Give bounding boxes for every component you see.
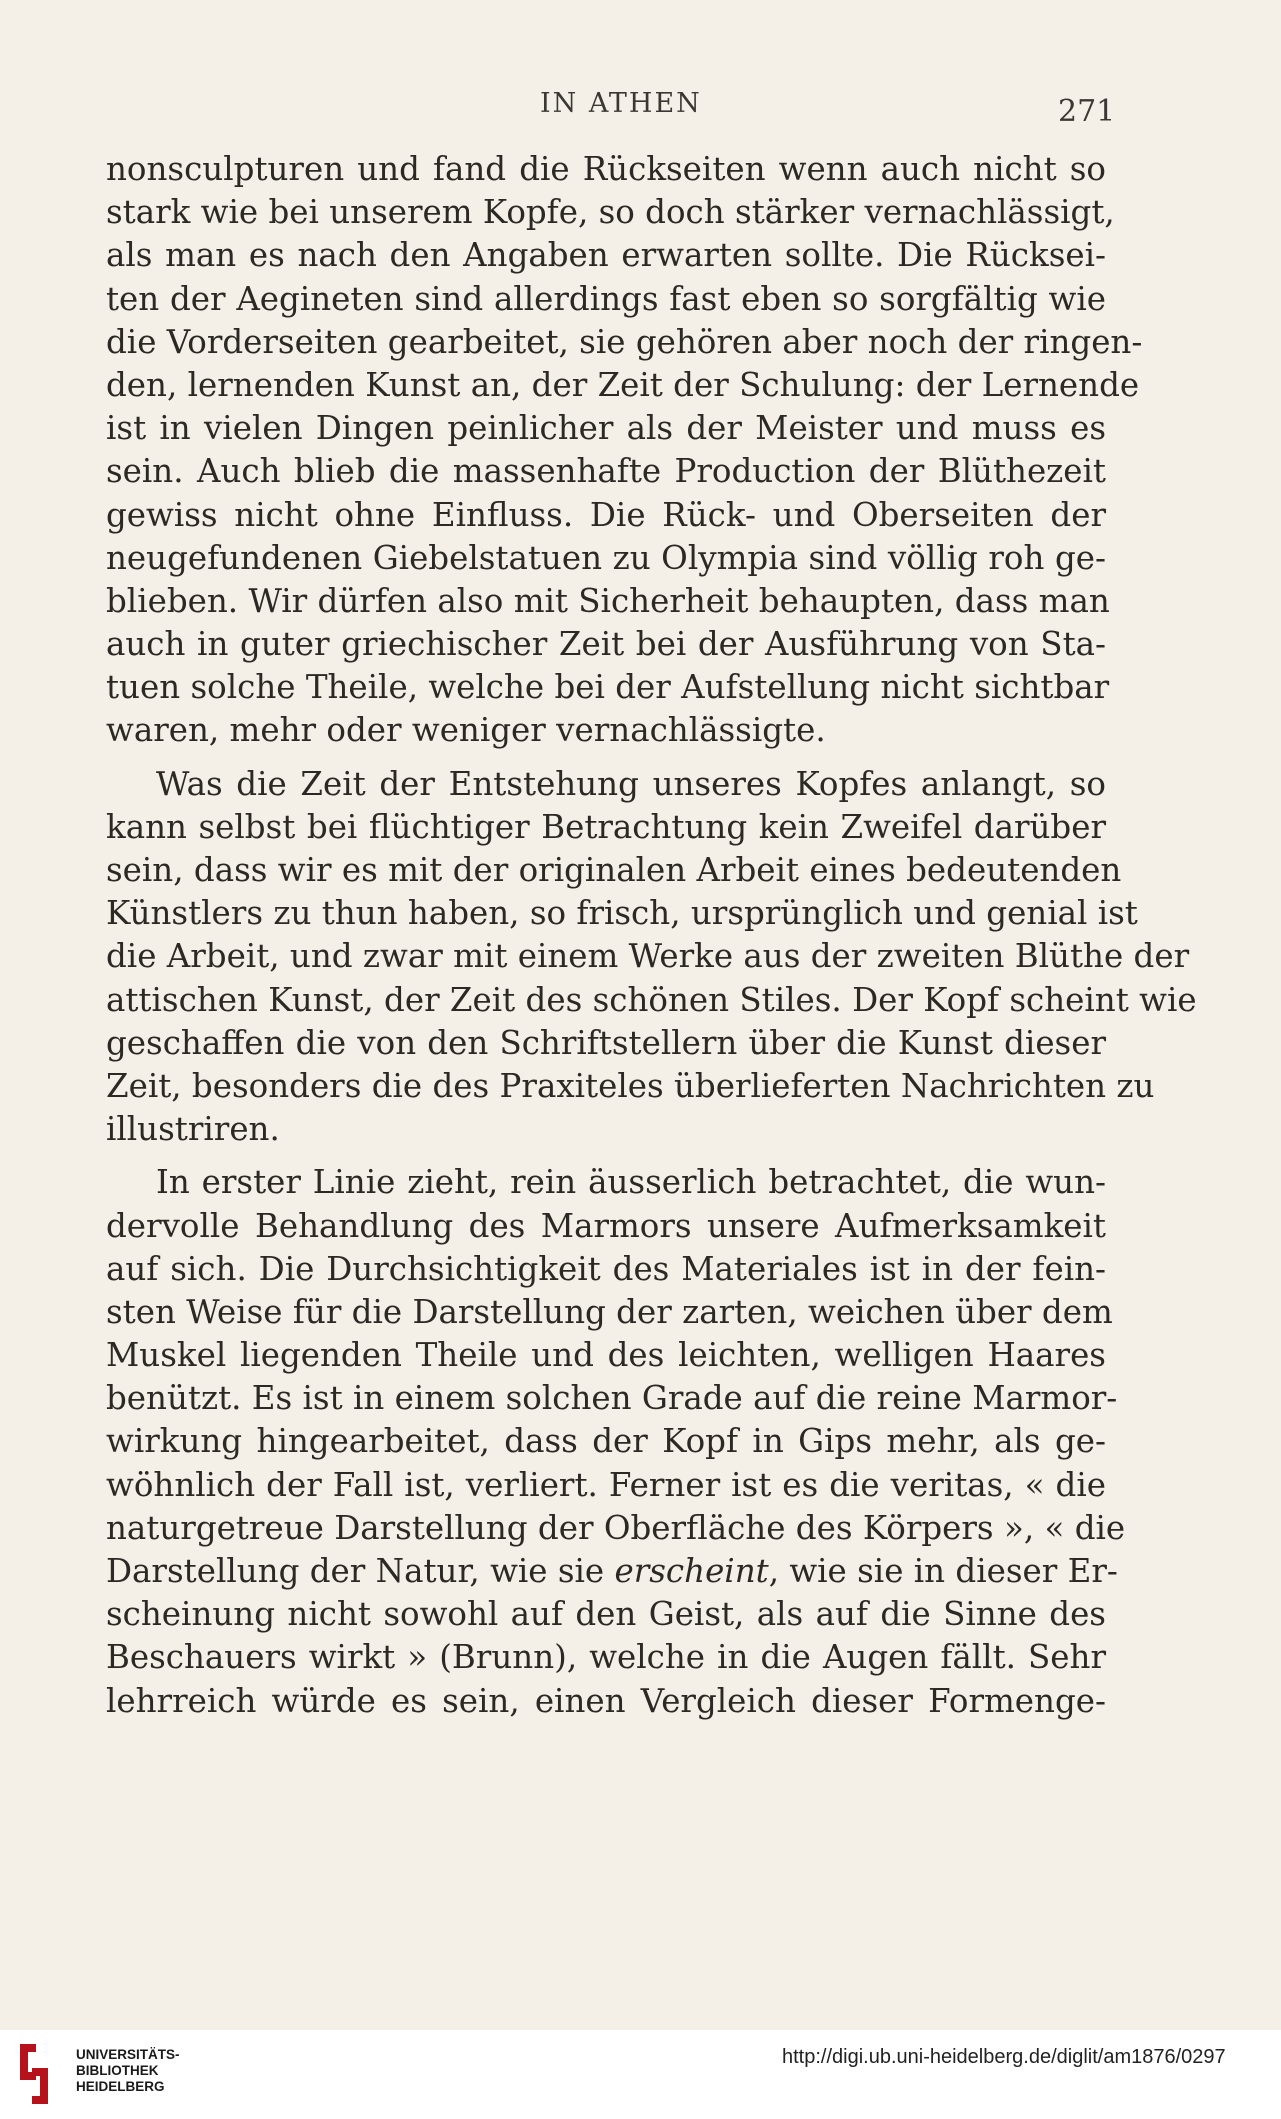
paragraph-gap <box>106 1151 1106 1161</box>
text-line: ten der Aegineten sind allerdings fast eben so sorgfältig wie <box>106 279 1106 318</box>
library-name-line: HEIDELBERG <box>76 2079 165 2094</box>
text-line: blieben. Wir dürfen also mit Sicherheit behaupten, dass man <box>106 581 1110 620</box>
text-line: kann selbst bei flüchtiger Betrachtung kein Zweifel darüber <box>106 807 1106 846</box>
text-line: als man es nach den Angaben erwarten sollte. Die Rücksei- <box>106 236 1106 275</box>
running-title: IN ATHEN <box>540 88 702 119</box>
text-line: geschaffen die von den Schriftstellern über die Kunst dieser <box>106 1023 1106 1062</box>
library-name-line: BIBLIOTHEK <box>76 2063 159 2078</box>
text-line: sein, dass wir es mit der originalen Arbeit eines bedeutenden <box>106 851 1122 889</box>
text-line: auf sich. Die Durchsichtigkeit des Materiales ist in der fein- <box>106 1249 1106 1288</box>
text-line: Künstlers zu thun haben, so frisch, ursprünglich und genial ist <box>106 894 1138 933</box>
text-line: Beschauers wirkt » (Brunn), welche in die Augen fällt. Sehr <box>106 1638 1106 1677</box>
text-line: neugefundenen Giebelstatuen zu Olympia sind völlig roh ge- <box>106 538 1106 577</box>
text-line: ist in vielen Dingen peinlicher als der Meister und muss es <box>106 409 1106 448</box>
library-name-line: UNIVERSITÄTS- <box>76 2047 180 2062</box>
text-line: lehrreich würde es sein, einen Vergleich dieser Formenge- <box>106 1681 1106 1720</box>
text-line: sten Weise für die Darstellung der zarten, weichen über dem <box>106 1292 1113 1331</box>
body-text <box>106 148 1197 1723</box>
page-number: 271 <box>1058 94 1116 129</box>
text-line: den, lernenden Kunst an, der Zeit der Schulung: der Lernende <box>106 365 1140 404</box>
text-line: naturgetreue Darstellung der Oberfläche des Körpers », « die <box>106 1508 1126 1547</box>
text-line: Zeit, besonders die des Praxiteles überlieferten Nachrichten zu <box>106 1066 1155 1105</box>
italic-word: erscheint <box>614 1552 769 1590</box>
text-line: In erster Linie zieht, rein äusserlich betrachtet, die wun- <box>156 1163 1106 1202</box>
text-line: waren, mehr oder weniger vernachlässigte. <box>106 711 826 750</box>
source-url-link[interactable]: http://digi.ub.uni-heidelberg.de/diglit/am1876/0297 <box>782 2046 1226 2068</box>
text-line: nonsculpturen und fand die Rückseiten wenn auch nicht so <box>106 150 1106 188</box>
text-line: Was die Zeit der Entstehung unseres Kopfes anlangt, so <box>156 764 1106 803</box>
library-footer <box>0 2030 1281 2119</box>
text-line: scheinung nicht sowohl auf den Geist, als auf die Sinne des <box>106 1595 1106 1634</box>
text-line: wöhnlich der Fall ist, verliert. Ferner ist es die veritas, « die <box>106 1465 1106 1504</box>
text-line: illustriren. <box>106 1110 280 1149</box>
text-line: attischen Kunst, der Zeit des schönen Stiles. Der Kopf scheint wie <box>106 980 1197 1019</box>
text-segment: Darstellung der Natur, wie sie <box>106 1552 615 1590</box>
text-line: auch in guter griechischer Zeit bei der Ausführung von Sta- <box>106 625 1106 664</box>
text-line: dervolle Behandlung des Marmors unsere Aufmerksamkeit <box>106 1206 1106 1245</box>
text-line <box>106 1550 1118 1593</box>
text-line: sein. Auch blieb die massenhafte Production der Blüthezeit <box>106 452 1106 491</box>
text-segment: , wie sie in dieser Er- <box>768 1552 1118 1590</box>
text-line: die Arbeit, und zwar mit einem Werke aus der zweiten Blüthe der <box>106 937 1190 976</box>
text-line: stark wie bei unserem Kopfe, so doch stärker vernachlässigt, <box>106 193 1115 232</box>
text-line: die Vorderseiten gearbeitet, sie gehören aber noch der ringen- <box>106 322 1143 361</box>
library-name <box>76 2047 180 2095</box>
text-line: benützt. Es ist in einem solchen Grade auf die reine Marmor- <box>106 1379 1118 1418</box>
text-line: wirkung hingearbeitet, dass der Kopf in Gips mehr, als ge- <box>106 1422 1106 1461</box>
text-line: tuen solche Theile, welche bei der Aufstellung nicht sichtbar <box>106 668 1110 707</box>
library-logo-icon <box>14 2042 54 2106</box>
running-header <box>0 88 1281 128</box>
text-line: Muskel liegenden Theile und des leichten, welligen Haares <box>106 1336 1106 1375</box>
paragraph-gap <box>106 753 1106 763</box>
text-line: gewiss nicht ohne Einfluss. Die Rück- und Oberseiten der <box>106 495 1106 534</box>
